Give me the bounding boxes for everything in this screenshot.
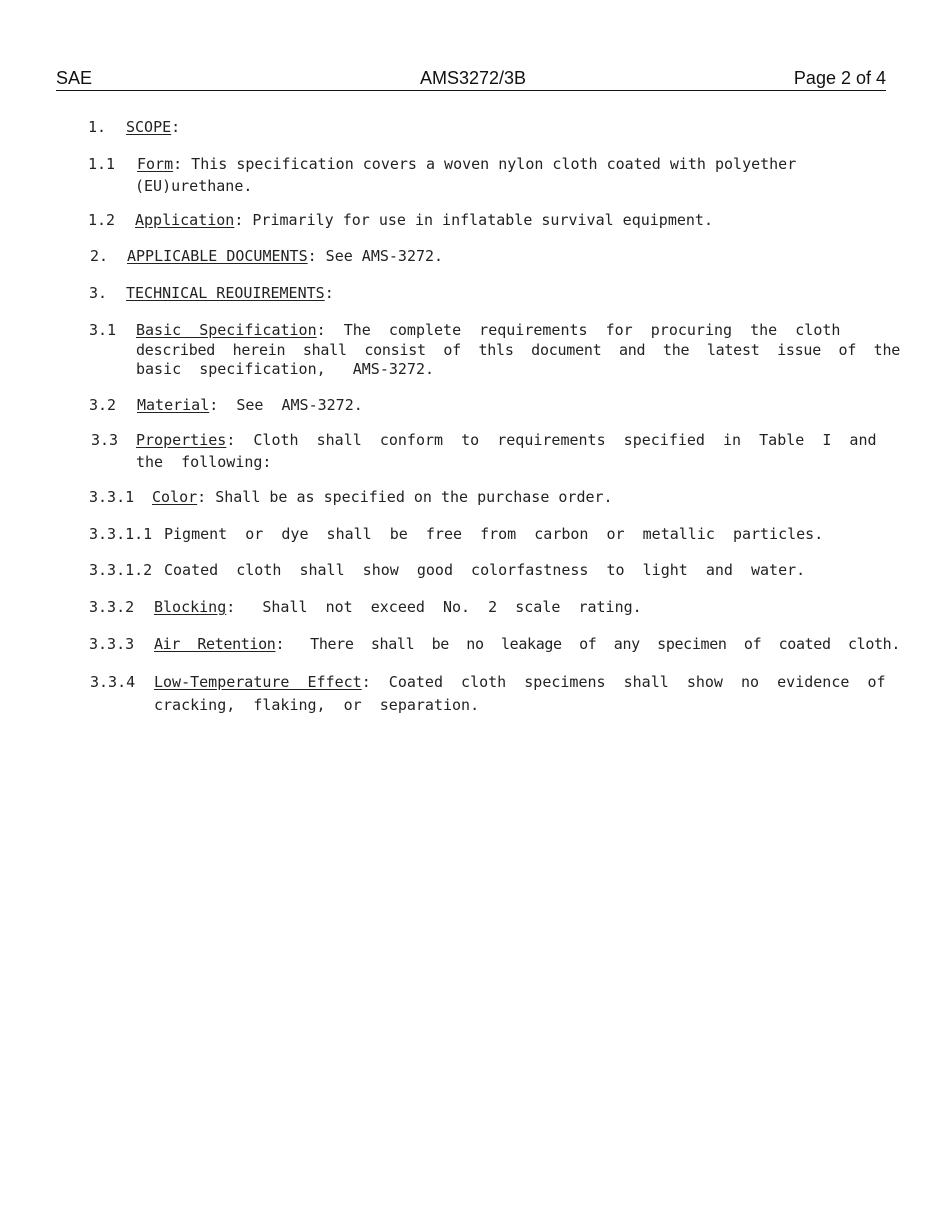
- section-text-line2: (EU)urethane.: [135, 177, 253, 195]
- section-number: 3.2: [89, 396, 117, 414]
- header-org: SAE: [56, 68, 93, 88]
- section-text-line2: cracking, flaking, or separation.: [154, 696, 480, 714]
- section-heading: [127, 247, 443, 265]
- section-text: : Shall not exceed No. 2 scale rating.: [226, 598, 642, 616]
- section-text: : There shall be no leakage of any specimen of coated cloth.: [275, 635, 901, 653]
- section-text-line3: basic specification, AMS-3272.: [136, 360, 435, 378]
- section-number: 1.: [88, 118, 107, 136]
- section-text: : See AMS-3272.: [209, 396, 363, 414]
- section-text: Pigment or dye shall be free from carbon or metallic particles.: [164, 525, 824, 543]
- section-heading: [154, 635, 900, 653]
- section-number: 3.3.3: [89, 635, 135, 653]
- section-text: :: [324, 284, 334, 302]
- section-heading: [154, 598, 642, 616]
- section-heading: [126, 284, 334, 302]
- section-heading: [136, 321, 840, 339]
- section-number: 1.2: [88, 211, 116, 229]
- section-text: : Shall be as specified on the purchase order.: [197, 488, 613, 506]
- section-number: 3.3.1.1: [89, 525, 153, 543]
- section-heading: [152, 488, 613, 506]
- section-3-3-4: [90, 673, 886, 763]
- section-text: :: [171, 118, 181, 136]
- section-number: 3.3.2: [89, 598, 135, 616]
- section-title: Basic Specification: [136, 321, 317, 339]
- section-text: : Cloth shall conform to requirements specified in Table I and: [226, 431, 877, 449]
- section-number: 3.1: [89, 321, 117, 339]
- section-number: 2.: [90, 247, 109, 265]
- section-number: 1.1: [88, 155, 116, 173]
- section-number: 3.3.1: [89, 488, 135, 506]
- section-title: SCOPE: [126, 118, 172, 136]
- section-title: Color: [152, 488, 198, 506]
- section-text-line2: the following:: [136, 453, 272, 471]
- section-number: 3.: [89, 284, 108, 302]
- section-title: Low-Temperature Effect: [154, 673, 362, 691]
- section-text: Coated cloth shall show good colorfastness to light and water.: [164, 561, 806, 579]
- section-heading: [137, 396, 363, 414]
- section-text: : See AMS-3272.: [307, 247, 444, 265]
- header-page-number: Page 2 of 4: [793, 68, 886, 88]
- section-heading: [135, 211, 713, 229]
- section-title: Material: [137, 396, 210, 414]
- section-text-line2: described herein shall consist of thls document and the latest issue of the: [136, 341, 901, 359]
- section-heading: [126, 118, 180, 136]
- section-title: Application: [135, 211, 235, 229]
- section-text: : Coated cloth specimens shall show no evidence of: [361, 673, 886, 691]
- section-number: 3.3.4: [90, 673, 136, 691]
- section-number: 3.3.1.2: [89, 561, 153, 579]
- section-heading: [154, 673, 886, 691]
- section-title: APPLICABLE DOCUMENTS: [127, 247, 308, 265]
- section-text: : This specification covers a woven nylon cloth coated with polyether: [173, 155, 797, 173]
- section-title: TECHNICAL REOUIREMENTS: [126, 284, 325, 302]
- section-title: Air Retention: [154, 635, 276, 653]
- header-doc-number: AMS3272/3B: [420, 68, 527, 88]
- section-text: : Primarily for use in inflatable survival equipment.: [234, 211, 713, 229]
- section-title: Form: [137, 155, 174, 173]
- section-title: Properties: [136, 431, 227, 449]
- section-heading: [136, 431, 877, 449]
- section-title: Blocking: [154, 598, 227, 616]
- section-heading: [137, 155, 796, 173]
- section-number: 3.3: [91, 431, 119, 449]
- section-text: : The complete requirements for procuring the cloth: [316, 321, 841, 339]
- page-header: [56, 68, 886, 91]
